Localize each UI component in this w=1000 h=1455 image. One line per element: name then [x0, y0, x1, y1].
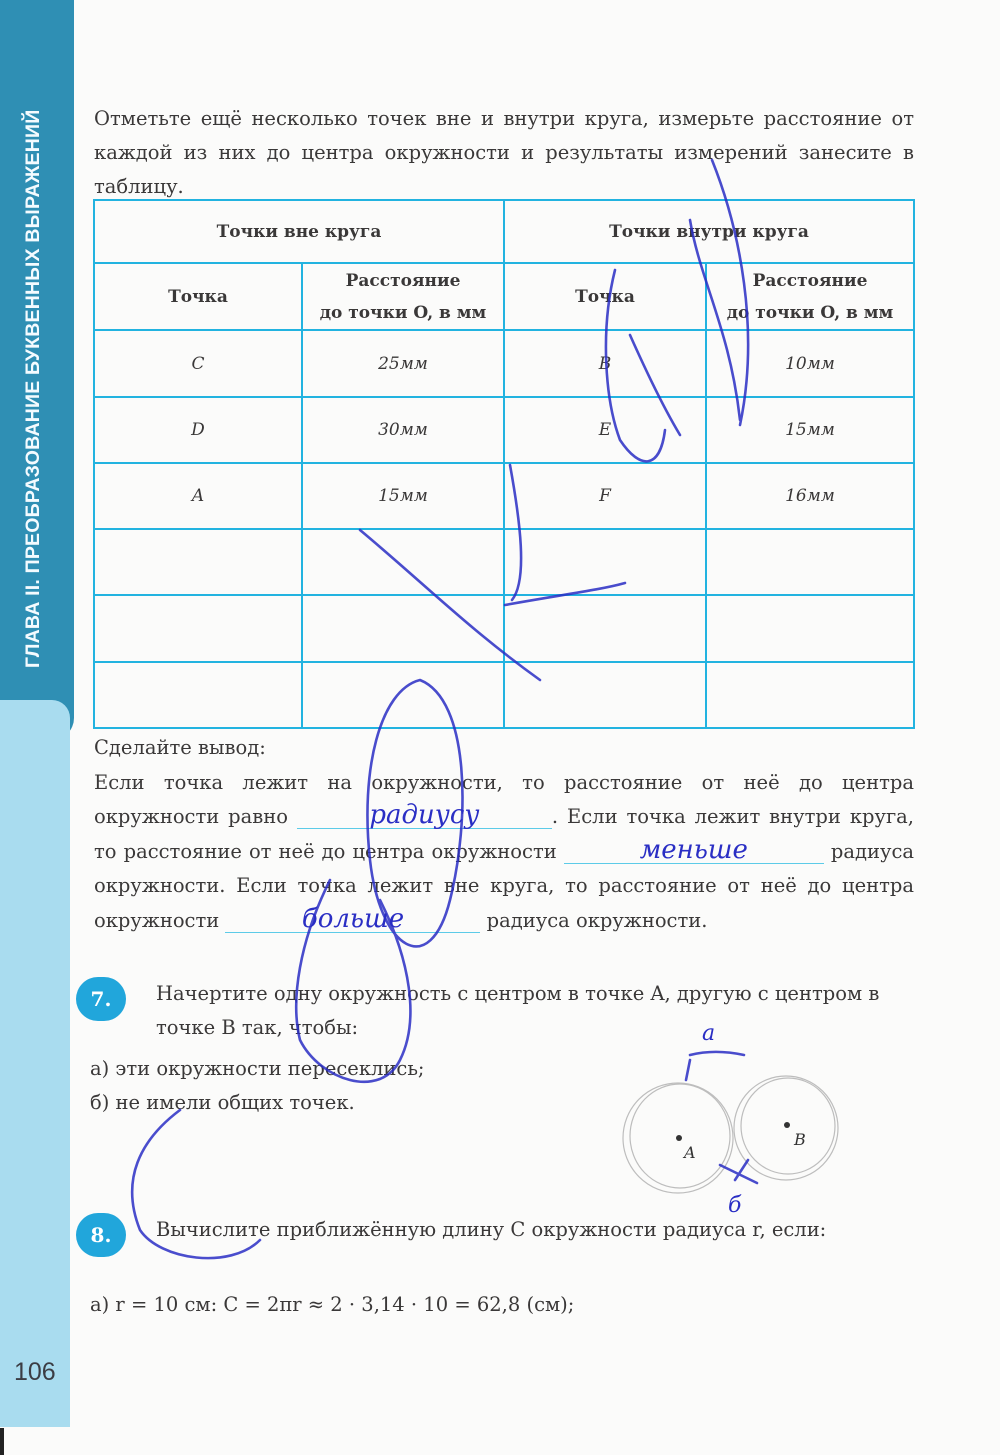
cell-inside-point[interactable]: B [504, 330, 706, 396]
cell-outside-point[interactable]: D [94, 397, 302, 463]
cell-inside-distance[interactable] [706, 595, 914, 661]
task-number-badge: 8. [76, 1213, 126, 1257]
chapter-title: ГЛАВА II. ПРЕОБРАЗОВАНИЕ БУКВЕННЫХ ВЫРАЖЕНИЙ [22, 109, 44, 668]
cell-outside-distance[interactable] [302, 662, 504, 728]
table-row [94, 662, 914, 728]
cell-inside-distance[interactable]: 16мм [706, 463, 914, 529]
conclusion-text-1: Если точка лежит на окружности, то расстояние от неё до центра окружности равно [94, 770, 914, 828]
label-b: B [794, 1130, 806, 1149]
cell-outside-point[interactable] [94, 662, 302, 728]
col-header-distance-line1: Расстояние [345, 270, 461, 291]
task-8-text: Вычислите приближённую длину C окружности радиуса r, если: [156, 1218, 827, 1241]
page-number-tab [0, 700, 70, 1427]
cell-inside-point[interactable]: F [504, 463, 706, 529]
table-row [94, 330, 914, 396]
col-header-point-outside: Точка [94, 263, 302, 330]
cell-inside-point[interactable] [504, 529, 706, 595]
cell-outside-distance[interactable]: 15мм [302, 463, 504, 529]
answer-field-inside[interactable]: меньше [564, 837, 824, 864]
cell-inside-distance[interactable] [706, 529, 914, 595]
cell-outside-distance[interactable]: 25мм [302, 330, 504, 396]
table-row [94, 397, 914, 463]
task-7-circle-diagram [600, 1050, 860, 1230]
task-7-text: Начертите одну окружность с центром в точке A, другую с центром в точке B так, чтобы: [156, 982, 880, 1039]
table-row [94, 463, 914, 529]
col-header-distance-line2: до точки O, в мм [319, 302, 487, 323]
cell-outside-point[interactable] [94, 595, 302, 661]
cell-inside-point[interactable]: E [504, 397, 706, 463]
task-number-badge: 7. [76, 977, 126, 1021]
binding-edge [0, 1428, 4, 1455]
cell-outside-distance[interactable] [302, 595, 504, 661]
cell-inside-distance[interactable]: 15мм [706, 397, 914, 463]
cell-outside-point[interactable]: A [94, 463, 302, 529]
conclusion-text-2: . Если точка лежит внутри круга, то расстояние от неё до центра окружности [94, 805, 914, 863]
cell-inside-distance[interactable]: 10мм [706, 330, 914, 396]
answer-field-on-circle[interactable]: радиусу [297, 802, 552, 829]
task-7-item-b: б) не имели общих точек. [90, 1091, 355, 1114]
answer-field-outside[interactable]: больше [225, 906, 480, 933]
point-b-dot [784, 1122, 790, 1128]
conclusion-text-4: радиуса окружности. [486, 908, 708, 932]
col-header-distance-line2: до точки O, в мм [726, 302, 894, 323]
cell-inside-point[interactable] [504, 662, 706, 728]
col-header-point-inside: Точка [504, 263, 706, 330]
table-column-header-row [94, 263, 914, 330]
mark-a: а [702, 1021, 716, 1046]
cell-outside-distance[interactable] [302, 529, 504, 595]
cell-outside-point[interactable] [94, 529, 302, 595]
page-number: 106 [14, 1358, 56, 1386]
intro-paragraph: Отметьте ещё несколько точек вне и внутри круга, измерьте расстояние от каждой из них до центра окружности и результаты измерений занесите в таблицу. [94, 107, 914, 198]
col-header-distance-inside [706, 263, 914, 330]
conclusion-heading: Сделайте вывод: [94, 736, 266, 759]
task-7-item-a: а) эти окружности пересеклись; [90, 1057, 425, 1080]
cell-inside-distance[interactable] [706, 662, 914, 728]
task-8-item-a: а) r = 10 см: C = 2πr ≈ 2 · 3,14 · 10 = 62,8 (см); [90, 1293, 575, 1316]
col-header-distance-outside [302, 263, 504, 330]
cell-outside-point[interactable]: C [94, 330, 302, 396]
label-a: A [684, 1143, 696, 1162]
conclusion-text-3: радиуса окружности. Если точка лежит вне круга, то расстояние от неё до центра окружности [94, 839, 915, 932]
cell-inside-point[interactable] [504, 595, 706, 661]
table-row [94, 595, 914, 661]
mark-b: б [728, 1193, 742, 1218]
point-a-dot [676, 1135, 682, 1141]
cell-outside-distance[interactable]: 30мм [302, 397, 504, 463]
measurement-table [93, 199, 915, 729]
col-header-distance-line1: Расстояние [752, 270, 868, 291]
header-points-inside: Точки внутри круга [504, 200, 914, 263]
table-group-header-row [94, 200, 914, 263]
header-points-outside: Точки вне круга [94, 200, 504, 263]
conclusion-block [94, 731, 914, 938]
table-row [94, 529, 914, 595]
